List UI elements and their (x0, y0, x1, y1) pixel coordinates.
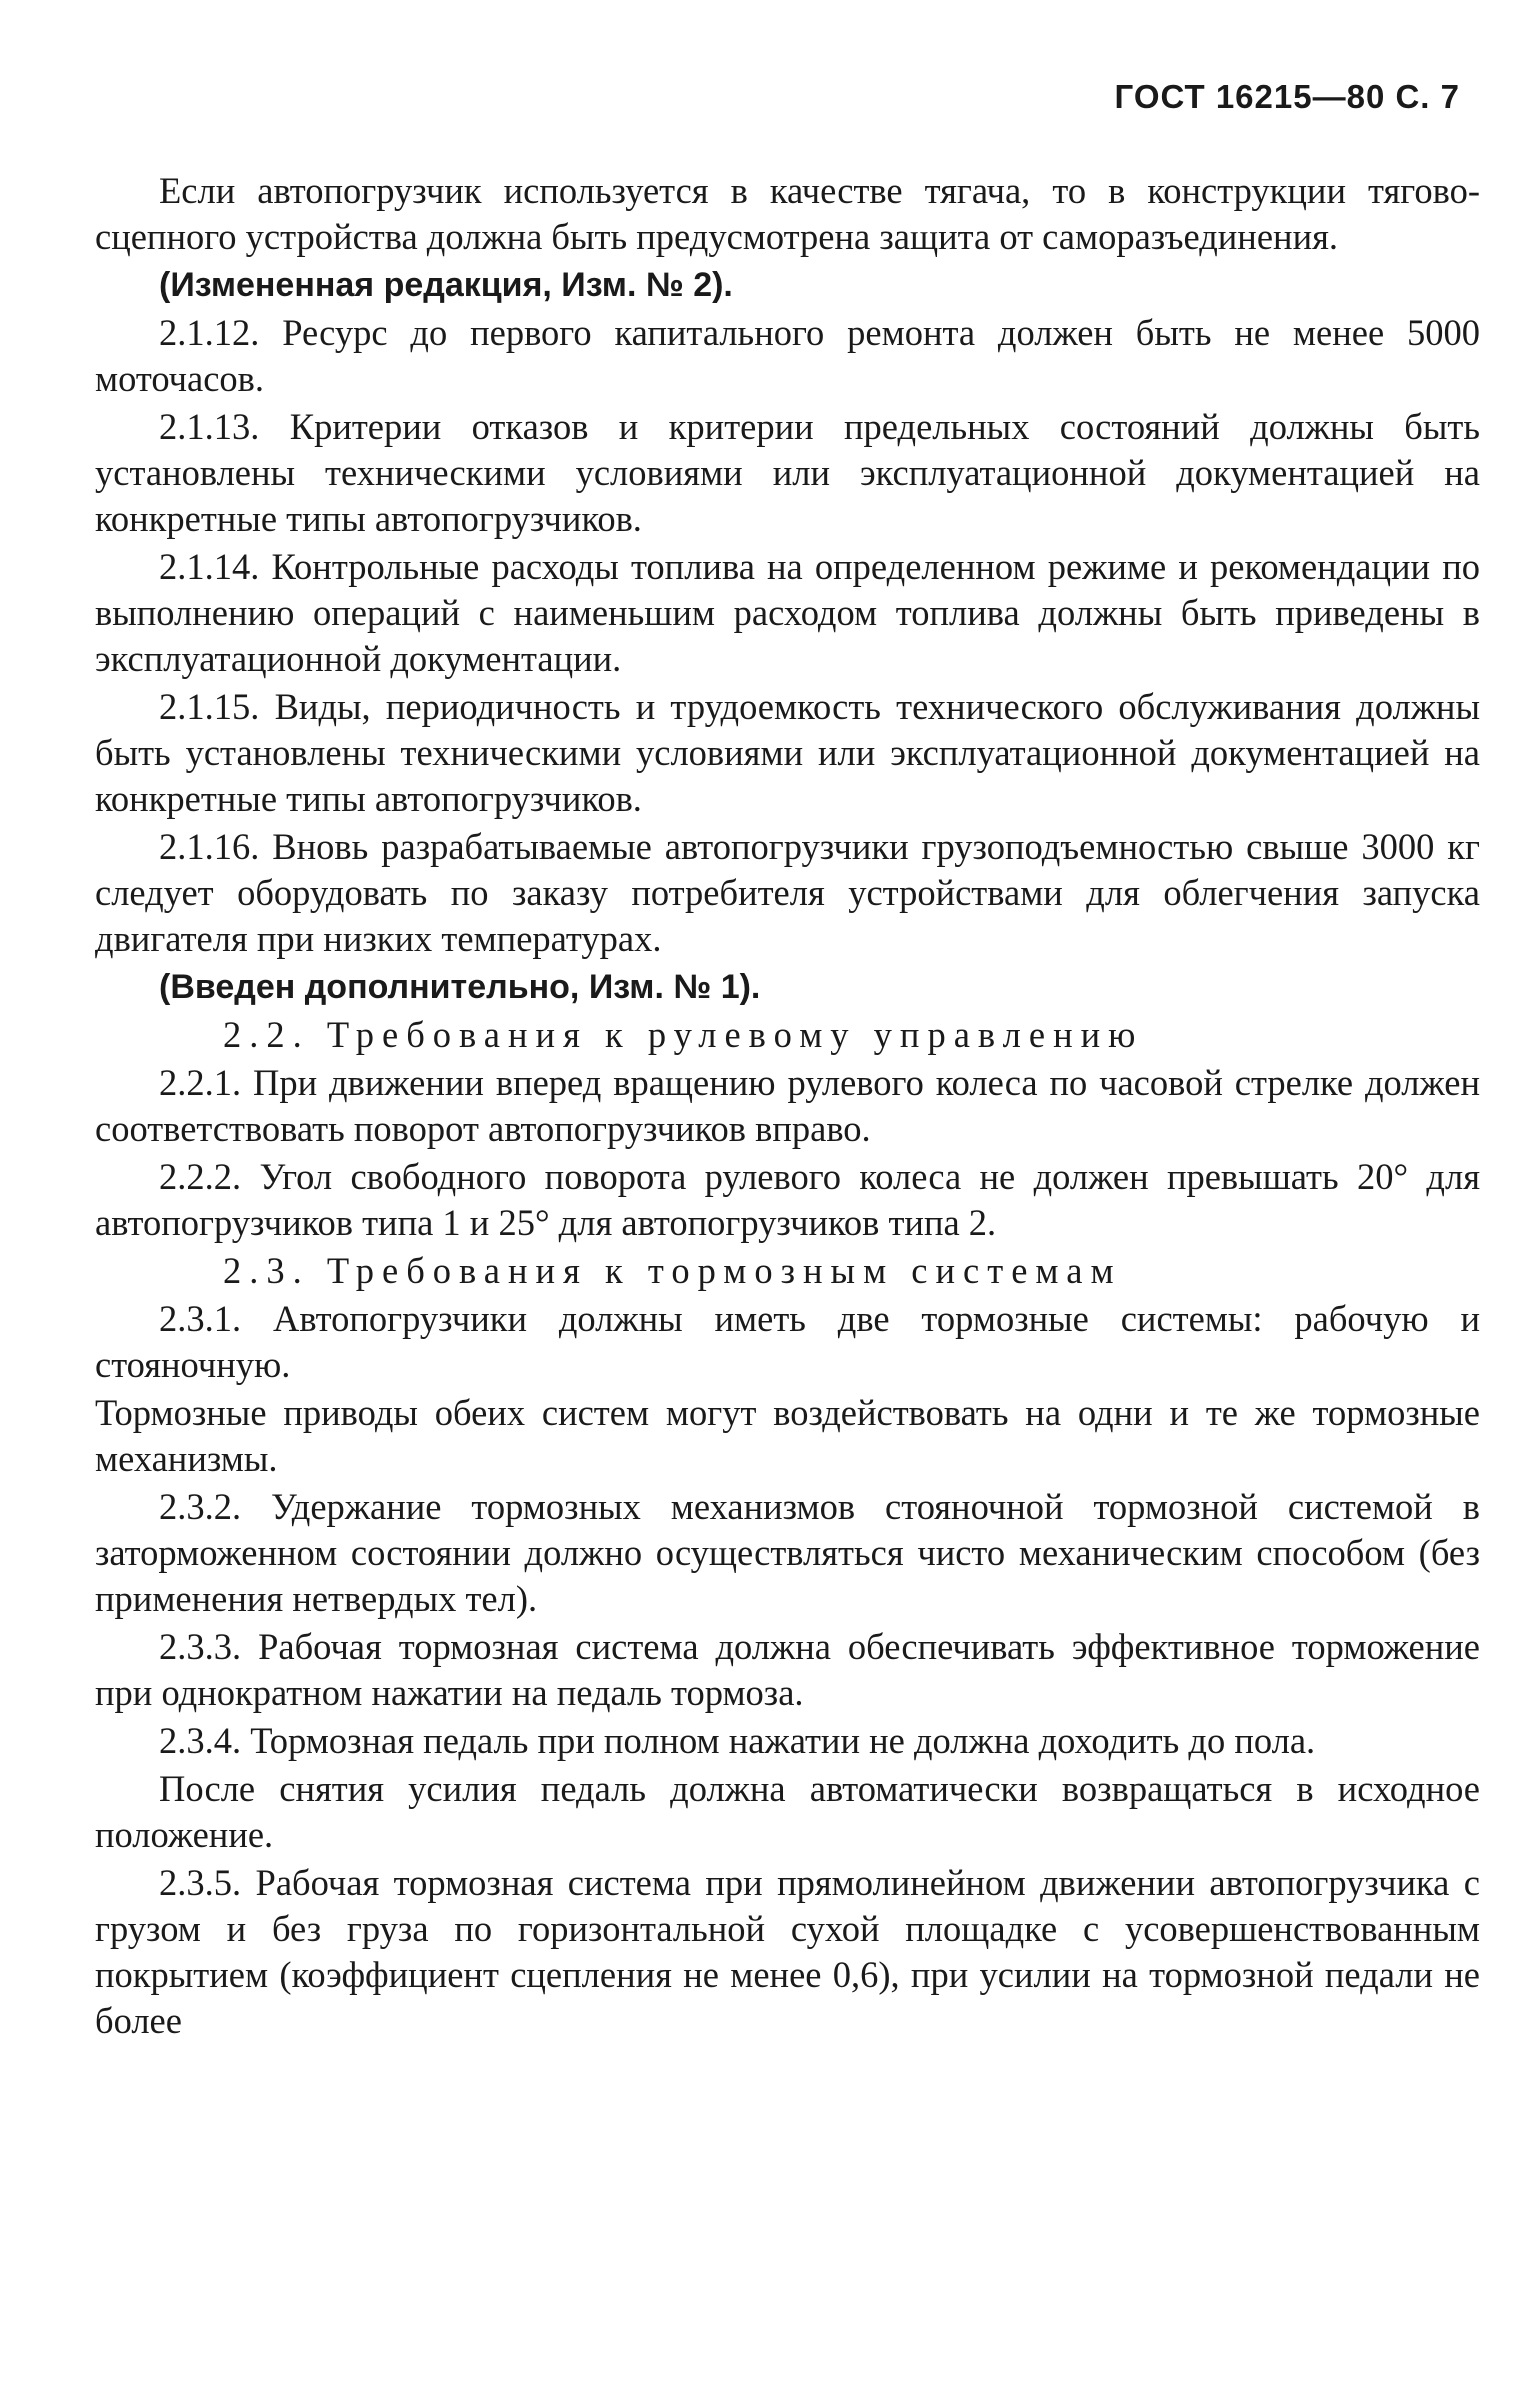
clause-2-2-2: 2.2.2. Угол свободного поворота рулевого колеса не должен превышать 20° для автопогрузчиков типа 1 и 25° для автопогрузчиков типа 2. (95, 1156, 1480, 1243)
paragraph-brake-drives: Тормозные приводы обеих систем могут воздействовать на одни и те же тормозные механизмы. (95, 1392, 1480, 1479)
running-header: ГОСТ 16215—80 С. 7 (1114, 78, 1460, 115)
clause-2-3-3: 2.3.3. Рабочая тормозная система должна обеспечивать эффективное торможение при однократном нажатии на педаль тормоза. (95, 1626, 1480, 1713)
section-heading-brakes: 2.3. Требования к тормозным системам (223, 1250, 1122, 1291)
document-page (95, 70, 1480, 2350)
section-heading-steering: 2.2. Требования к рулевому управлению (223, 1014, 1144, 1055)
paragraph-pedal-return: После снятия усилия педаль должна автоматически возвращаться в исходное положение. (95, 1768, 1480, 1855)
clause-2-3-2: 2.3.2. Удержание тормозных механизмов стояночной тормозной системой в заторможенном состоянии должно осуществляться чисто механическим способом (без применения нетвердых тел). (95, 1486, 1480, 1619)
clause-2-3-1: 2.3.1. Автопогрузчики должны иметь две тормозные системы: рабочую и стояночную. (95, 1298, 1480, 1385)
clause-2-2-1: 2.2.1. При движении вперед вращению рулевого колеса по часовой стрелке должен соответствовать поворот автопогрузчиков вправо. (95, 1062, 1480, 1149)
clause-2-1-16: 2.1.16. Вновь разрабатываемые автопогрузчики грузоподъемностью свыше 3000 кг следует оборудовать по заказу потребителя устройствами для облегчения запуска двигателя при низких температурах. (95, 826, 1480, 959)
clause-2-1-12: 2.1.12. Ресурс до первого капитального ремонта должен быть не менее 5000 моточасов. (95, 312, 1480, 399)
clause-2-1-13: 2.1.13. Критерии отказов и критерии предельных состояний должны быть установлены техническими условиями или эксплуатационной документацией на конкретные типы автопогрузчиков. (95, 406, 1480, 539)
clause-2-1-15: 2.1.15. Виды, периодичность и трудоемкость технического обслуживания должны быть установлены техническими условиями или эксплуатационной документацией на конкретные типы автопогрузчиков. (95, 686, 1480, 819)
amendment-note-1: (Введен дополнительно, Изм. № 1). (159, 968, 761, 1006)
clause-2-3-4: 2.3.4. Тормозная педаль при полном нажатии не должна доходить до пола. (159, 1720, 1316, 1761)
document-body (95, 168, 1480, 2046)
paragraph-towing: Если автопогрузчик используется в качестве тягача, то в конструкции тягово-сцепного устройства должна быть предусмотрена защита от саморазъединения. (95, 170, 1480, 257)
amendment-note-2: (Измененная редакция, Изм. № 2). (159, 266, 733, 304)
clause-2-1-14: 2.1.14. Контрольные расходы топлива на определенном режиме и рекомендации по выполнению операций с наименьшим расходом топлива должны быть приведены в эксплуатационной документации. (95, 546, 1480, 679)
clause-2-3-5: 2.3.5. Рабочая тормозная система при прямолинейном движении автопогрузчика с грузом и без груза по горизонтальной сухой площадке с усовершенствованным покрытием (коэффициент сцепления не менее 0,6), при усилии на тормозной педали не более (95, 1862, 1480, 2041)
